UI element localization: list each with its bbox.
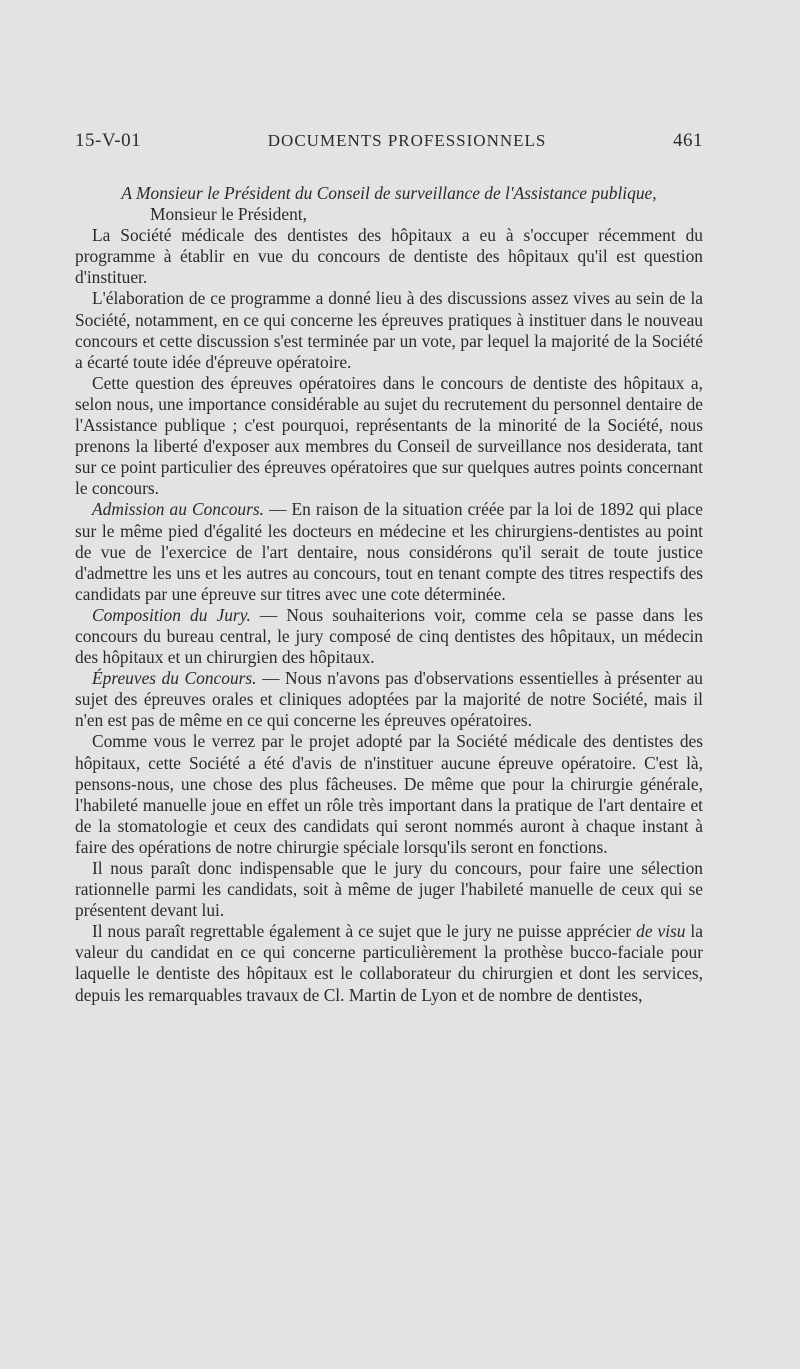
paragraph — [75, 921, 703, 1005]
letter-salutation: Monsieur le Président, — [150, 204, 307, 225]
section-heading: Admission au Concours. — [92, 499, 264, 520]
paragraph: Comme vous le verrez par le projet adopté par la Société médicale des dentistes des hôpitaux, cette Société a été d'avis de n'instituer aucune épreuve opératoire. C'est là, pensons-nous, une chose des plus fâcheuses. De même que pour la chirurgie générale, l'habileté manuelle joue en effet un rôle très important dans la pratique de l'art dentaire et de la stomatologie et ceux des candidats qui seront nommés auront à chaque instant à faire des opérations de notre chirurgie spéciale lorsqu'ils seront en fonctions. — [75, 731, 703, 857]
paragraph-text: Il nous paraît regrettable également à ce sujet que le jury ne puisse apprécier — [92, 921, 637, 942]
paragraph-text: — Nous n'avons pas d'observations essentielles à présenter au sujet des épreuves orales et cliniques adoptées par la majorité de notre Société, mais il n'en est pas de même en ce qui concerne les épreuves opératoires. — [75, 668, 703, 731]
paragraph: La Société médicale des dentistes des hôpitaux a eu à s'occuper récemment du programme à établir en vue du concours de dentiste des hôpitaux qu'il est question d'instituer. — [75, 225, 703, 288]
header-date: 15-V-01 — [75, 130, 142, 151]
paragraph-epreuves — [75, 668, 703, 731]
paragraph: L'élaboration de ce programme a donné lieu à des discussions assez vives au sein de la Société, notamment, en ce qui concerne les épreuves pratiques à instituer dans le nouveau concours et cette discussion s'est terminée par un vote, par lequel la majorité de la Société a écarté toute idée d'épreuve opératoire. — [75, 288, 703, 372]
paragraph: Il nous paraît donc indispensable que le jury du concours, pour faire une sélection rationnelle parmi les candidats, soit à même de juger l'habileté manuelle de ceux qui se présentent devant lui. — [75, 858, 703, 921]
header-section-title: DOCUMENTS PROFESSIONNELS — [267, 131, 547, 150]
paragraph-text: la valeur du candidat en ce qui concerne particulièrement la prothèse bucco-faciale pour laquelle le dentiste des hôpitaux est le collaborateur du chirurgien et dont les services, depuis les remarquables travaux de Cl. Martin de Lyon et de nombre de dentistes, — [75, 921, 703, 1005]
paragraph: Cette question des épreuves opératoires dans le concours de dentiste des hôpitaux a, selon nous, une importance considérable au sujet du recrutement du personnel dentaire de l'Assistance publique ; c'est pourquoi, représentants de la minorité de la Société, nous prenons la liberté d'exposer aux membres du Conseil de surveillance nos desiderata, tant sur ce point particulier des épreuves opératoires que sur quelques autres points concernant le concours. — [75, 372, 703, 499]
body-text — [75, 183, 703, 1006]
latin-phrase: de visu — [636, 921, 686, 942]
paragraph-text: — Nous souhaiterions voir, comme cela se passe dans les concours du bureau central, le jury composé de cinq dentistes des hôpitaux, un médecin des hôpitaux et un chirurgien des hôpitaux. — [75, 604, 703, 668]
running-header — [75, 130, 703, 152]
paragraph-jury — [75, 605, 703, 668]
paragraph-admission — [75, 499, 703, 604]
section-heading: Composition du Jury. — [92, 604, 251, 625]
paragraph-text: — En raison de la situation créée par la loi de 1892 qui place sur le même pied d'égalité les docteurs en médecine et les chirurgiens-dentistes au point de vue de l'exercice de l'art dentaire, nous considérons qu'il serait de toute justice d'admettre les uns et les autres au concours, tout en tenant compte des titres respectifs des candidats par une épreuve sur titres avec une cote déterminée. — [75, 499, 703, 604]
page-number: 461 — [673, 130, 703, 151]
letter-address: A Monsieur le Président du Conseil de surveillance de l'Assistance publique, — [121, 183, 657, 203]
section-heading: Épreuves du Concours. — [92, 668, 257, 689]
